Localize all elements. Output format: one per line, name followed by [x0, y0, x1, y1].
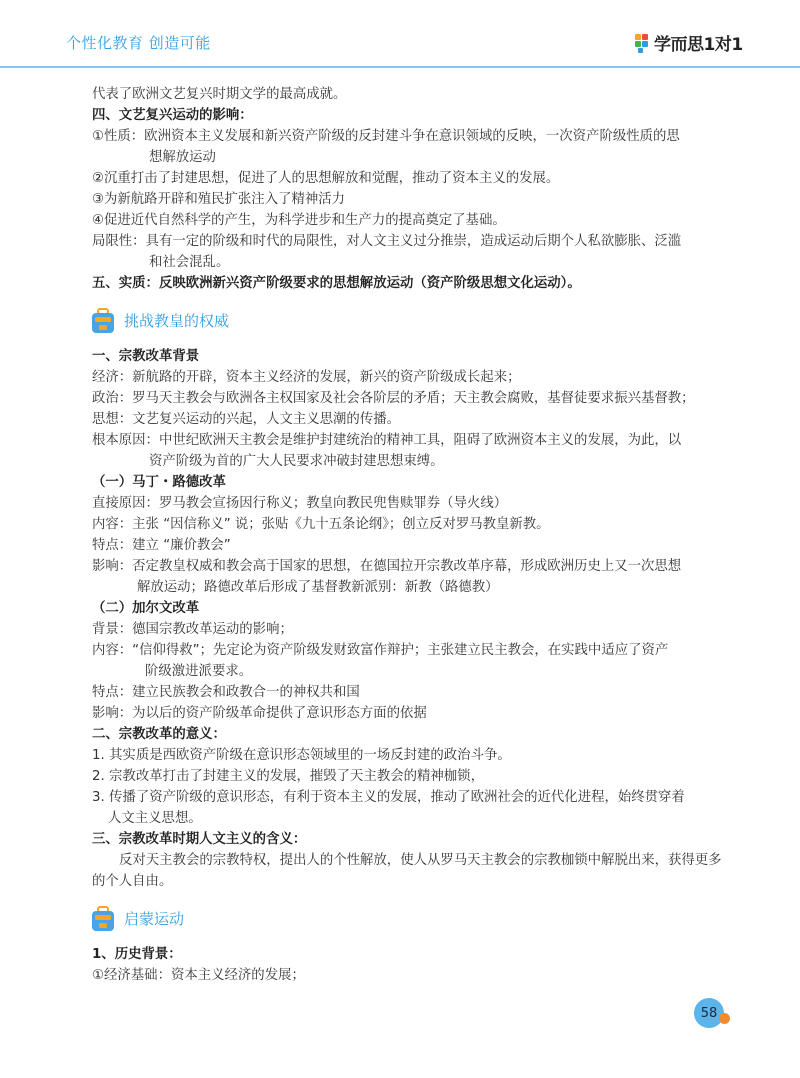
text-line: 一、宗教改革背景: [92, 349, 200, 364]
brand-logo: [632, 30, 743, 55]
text-line: 反对天主教会的宗教特权，提出人的个性解放，使人从罗马天主教会的宗教枷锁中解脱出来，获得更多的个人自由。: [92, 853, 722, 889]
text-line: （二）加尔文改革: [92, 601, 200, 616]
text-line: 特点：建立民族教会和政教合一的神权共和国: [92, 685, 360, 700]
page-number: 58: [694, 998, 724, 1028]
text-line: 1. 其实质是西欧资产阶级在意识形态领域里的一场反封建的政治斗争。: [92, 748, 511, 763]
text-line: 直接原因：罗马教会宣扬因行称义；教皇向教民兜售赎罪券（导火线）: [92, 496, 508, 511]
text-line: 政治：罗马天主教会与欧洲各主权国家及社会各阶层的矛盾；天主教会腐败，基督徒要求振兴基督教；: [92, 391, 695, 406]
text-line: 资产阶级为首的广大人民要求冲破封建思想束缚。: [149, 454, 444, 469]
text-line: 特点：建立 “廉价教会”: [92, 538, 231, 553]
logo-mark-icon: [632, 32, 652, 54]
text-line: 思想：文艺复兴运动的兴起，人文主义思潮的传播。: [92, 412, 400, 427]
text-line: 经济：新航路的开辟，资本主义经济的发展，新兴的资产阶级成长起来；: [92, 370, 521, 385]
text-block-reformation: [92, 346, 722, 892]
header-divider: [0, 66, 800, 68]
page-number-dot: [719, 1013, 730, 1024]
text-line: 影响：否定教皇权威和教会高于国家的思想，在德国拉开宗教改革序幕，形成欧洲历史上又一次思想: [92, 559, 682, 574]
text-line: ①性质：欧洲资本主义发展和新兴资产阶级的反封建斗争在意识领域的反映，一次资产阶级性质的思: [92, 129, 680, 144]
text-line: 根本原因：中世纪欧洲天主教会是维护封建统治的精神工具，阻碍了欧洲资本主义的发展，为此，以: [92, 433, 682, 448]
text-line: 影响：为以后的资产阶级革命提供了意识形态方面的依据: [92, 706, 427, 721]
text-block-renaissance-impact: [92, 84, 722, 294]
text-line: 四、文艺复兴运动的影响：: [92, 108, 253, 123]
section-title: 启蒙运动: [124, 909, 185, 928]
text-line: ②沉重打击了封建思想，促进了人的思想解放和觉醒，推动了资本主义的发展。: [92, 171, 560, 186]
text-line: 2. 宗教改革打击了封建主义的发展，摧毁了天主教会的精神枷锁，: [92, 769, 484, 784]
text-line: 三、宗教改革时期人文主义的含义：: [92, 832, 307, 847]
text-line: ③为新航路开辟和殖民扩张注入了精神活力: [92, 192, 346, 207]
text-line: ④促进近代自然科学的产生，为科学进步和生产力的提高奠定了基础。: [92, 213, 506, 228]
text-line: 想解放运动: [149, 150, 216, 165]
text-line: 人文主义思想。: [108, 811, 202, 826]
text-line: 内容：主张 “因信称义” 说；张贴《九十五条论纲》；创立反对罗马教皇新教。: [92, 517, 550, 532]
text-line: 3. 传播了资产阶级的意识形态，有利于资本主义的发展，推动了欧洲社会的近代化进程，始终贯穿着: [92, 790, 685, 805]
text-line: 内容：“信仰得救”；先定论为资产阶级发财致富作辩护；主张建立民主教会，在实践中适应了资产: [92, 643, 669, 658]
section-title: 挑战教皇的权威: [124, 311, 230, 330]
text-block-enlightenment-background: [92, 944, 722, 986]
logo-text: 学而思1对1: [654, 35, 743, 55]
text-line: 五、实质：反映欧洲新兴资产阶级要求的思想解放运动（资产阶级思想文化运动）。: [92, 276, 581, 291]
text-line: 和社会混乱。: [149, 255, 230, 270]
text-line: 二、宗教改革的意义：: [92, 727, 226, 742]
text-line: 阶级激进派要求。: [145, 664, 253, 679]
text-line: 背景：德国宗教改革运动的影响；: [92, 622, 293, 637]
section-heading-enlightenment: [90, 904, 722, 934]
text-line: 解放运动；路德改革后形成了基督教新派别：新教（路德教）: [137, 580, 499, 595]
text-line: 局限性：具有一定的阶级和时代的局限性，对人文主义过分推崇，造成运动后期个人私欲膨胀、泛滥: [92, 234, 682, 249]
backpack-icon: [90, 308, 116, 334]
header-slogan: 个性化教育 创造可能: [66, 34, 211, 52]
section-heading-challenge-papacy: [90, 306, 722, 336]
backpack-icon: [90, 906, 116, 932]
text-line: 1、历史背景：: [92, 947, 182, 962]
text-line: （一）马丁・路德改革: [92, 475, 226, 490]
text-line: 代表了欧洲文艺复兴时期文学的最高成就。: [92, 87, 347, 102]
text-line: ①经济基础：资本主义经济的发展；: [92, 968, 305, 983]
document-body: [92, 84, 722, 986]
page-header: [0, 0, 800, 68]
